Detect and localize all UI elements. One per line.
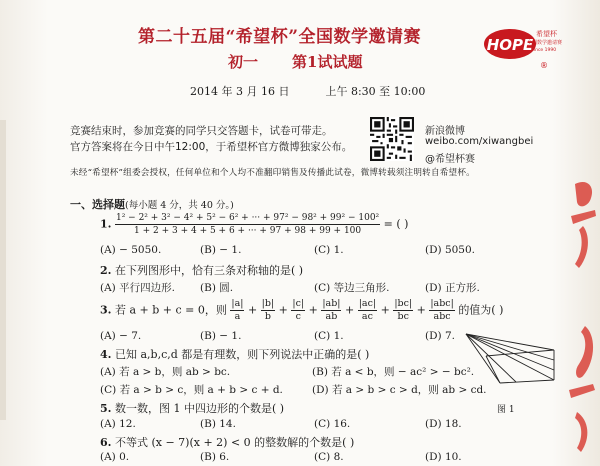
- section-title: 一、选择题: [70, 198, 125, 211]
- q6-option-b[interactable]: (B) 6.: [200, 451, 230, 463]
- logo-caption: 全国数学邀请赛: [527, 40, 563, 46]
- q4-option-c[interactable]: (C) 若 a > b > c，则 a + b > c + d.: [100, 384, 283, 396]
- fraction-numerator: 1² − 2² + 3² − 4² + 5² − 6² + ··· + 97² − 98² + 99² − 100²: [115, 213, 380, 223]
- fraction-term: [358, 298, 377, 323]
- question-1-tail: = ( ): [383, 217, 409, 231]
- fraction-denominator: bc: [397, 311, 409, 322]
- fraction-denominator: a: [234, 311, 241, 322]
- q2-option-c[interactable]: (C) 等边三角形.: [314, 282, 390, 294]
- weibo-url[interactable]: weibo.com/xiwangbei: [425, 136, 534, 147]
- question-text: 已知 a,b,c,d 都是有理数，则下列说法中正确的是( ): [114, 348, 370, 361]
- question-1-fraction: [115, 212, 380, 237]
- logo-registered-mark: ®: [540, 61, 548, 70]
- paper-label: 第1试试题: [292, 53, 363, 71]
- q6-option-d[interactable]: (D) 10.: [425, 451, 462, 463]
- fraction-numerator: |b|: [261, 298, 275, 309]
- logo-brand: HOPE: [486, 36, 534, 54]
- q4-option-a[interactable]: (A) 若 a > b，则 ab > bc.: [100, 366, 231, 378]
- q5-option-b[interactable]: (B) 14.: [200, 418, 236, 430]
- exam-title: 第二十五届“希望杯”全国数学邀请赛: [138, 27, 422, 47]
- calligraphy-decoration: [565, 176, 600, 466]
- question-number: 6.: [100, 436, 112, 449]
- figure-1-diagram: [462, 326, 558, 384]
- q1-option-c[interactable]: (C) 1.: [314, 244, 344, 256]
- q1-option-a[interactable]: (A) − 5050.: [100, 244, 162, 256]
- question-5: [100, 400, 284, 416]
- notice-line-1: 竞赛结束时，参加竞赛的同学只交答题卡，试卷可带走。: [70, 125, 333, 137]
- q6-option-c[interactable]: (C) 8.: [314, 451, 344, 463]
- q2-option-d[interactable]: (D) 正方形.: [425, 282, 480, 294]
- q2-option-a[interactable]: (A) 平行四边形.: [100, 282, 175, 294]
- fraction-numerator: |abc|: [430, 298, 454, 309]
- notice-line-2: 官方答案将在今日中午12:00，于希望杯官方微博独家公布。: [70, 141, 353, 153]
- weibo-label: 新浪微博: [425, 126, 465, 137]
- question-3-tail: 的值为( ): [458, 303, 504, 317]
- fraction-denominator: 1 + 2 + 3 + 4 + 5 + 6 + ··· + 97 + 98 + 99 + 100: [134, 226, 362, 236]
- q5-option-c[interactable]: (C) 16.: [314, 418, 351, 430]
- q4-option-b[interactable]: (B) 若 a < b，则 − ac² > − bc².: [312, 366, 475, 378]
- question-4: [100, 346, 369, 362]
- question-number: 5.: [100, 402, 112, 415]
- hope-cup-logo: [482, 24, 563, 72]
- fraction-denominator: ac: [361, 311, 373, 322]
- exam-subtitle: [228, 51, 362, 72]
- q5-option-d[interactable]: (D) 18.: [425, 418, 462, 430]
- question-3-lead: 若 a + b + c = 0，则: [114, 303, 227, 317]
- section-heading: [70, 196, 234, 212]
- question-text: 在下列图形中，恰有三条对称轴的是( ): [114, 264, 304, 277]
- logo-cn: 希望杯: [536, 30, 557, 38]
- logo-since: Since 1990: [531, 48, 557, 53]
- q6-option-a[interactable]: (A) 0.: [100, 451, 130, 463]
- fraction-numerator: |bc|: [394, 298, 413, 309]
- question-number: 2.: [100, 264, 112, 277]
- fraction-denominator: abc: [433, 311, 451, 322]
- copyright-notice: 未经“希望杯”组委会授权，任何单位和个人均不准翻印销售及传播此试卷，微博转载须注明转自希望杯。: [70, 168, 475, 178]
- q1-option-d[interactable]: (D) 5050.: [425, 244, 476, 256]
- exam-date: 2014 年 3 月 16 日: [190, 85, 290, 98]
- weibo-handle: @希望杯赛: [425, 154, 475, 165]
- page-edge-shadow: [0, 120, 14, 420]
- fraction-numerator: |ab|: [322, 298, 341, 309]
- fraction-denominator: c: [295, 311, 301, 322]
- fraction-term: [429, 298, 454, 323]
- q5-option-a[interactable]: (A) 12.: [100, 418, 136, 430]
- fraction-numerator: |c|: [292, 298, 305, 309]
- question-number: 4.: [100, 348, 112, 361]
- figure-1-label: 图 1: [497, 405, 515, 415]
- q3-option-a[interactable]: (A) − 7.: [100, 330, 142, 342]
- exam-datetime: [190, 83, 425, 99]
- fraction-term: [291, 298, 305, 323]
- q4-option-d[interactable]: (D) 若 a > b > c > d，则 ab > cd.: [312, 384, 487, 396]
- fraction-denominator: b: [264, 311, 271, 322]
- q1-option-b[interactable]: (B) − 1.: [200, 244, 242, 256]
- question-2: [100, 262, 303, 278]
- fraction-term: [393, 298, 413, 323]
- section-note: (每小题 4 分，共 40 分。): [125, 200, 234, 211]
- question-6: [100, 434, 354, 450]
- q3-option-b[interactable]: (B) − 1.: [200, 330, 242, 342]
- exam-time: 上午 8:30 至 10:00: [325, 85, 426, 98]
- question-3: 3. 若 a + b + c = 0，则 $\frac{|a|}{a}$ + $\frac{|b|}{b}$ + $\frac{|c|}{c}$ + $\frac{|ab|}{ab}$ + $\frac{|ac|}{ac}$ + $\frac{|bc|}{bc}$ + $\frac{\text{|abc|}}{\text{abc}}$ 的值为( ): [100, 298, 504, 322]
- question-number: 1.: [100, 217, 112, 231]
- question-text: 不等式 (x − 7)(x + 2) < 0 的整数解的个数是( ): [114, 436, 355, 449]
- fraction-numerator: |a|: [231, 298, 244, 309]
- weibo-qr-code[interactable]: [370, 117, 414, 161]
- fraction-denominator: ab: [325, 311, 338, 322]
- q3-option-c[interactable]: (C) 1.: [314, 330, 344, 342]
- fraction-term: [261, 298, 275, 323]
- question-number: 3.: [100, 303, 112, 317]
- fraction-term: [230, 298, 244, 323]
- q2-option-b[interactable]: (B) 圆.: [200, 282, 234, 294]
- question-1: [100, 212, 408, 237]
- question-text: 数一数，图 1 中四边形的个数是( ): [114, 402, 285, 415]
- grade-label: 初一: [228, 53, 259, 71]
- fraction-numerator: |ac|: [358, 298, 377, 309]
- q3-option-d[interactable]: (D) 7.: [425, 330, 455, 342]
- fraction-term: [321, 298, 341, 323]
